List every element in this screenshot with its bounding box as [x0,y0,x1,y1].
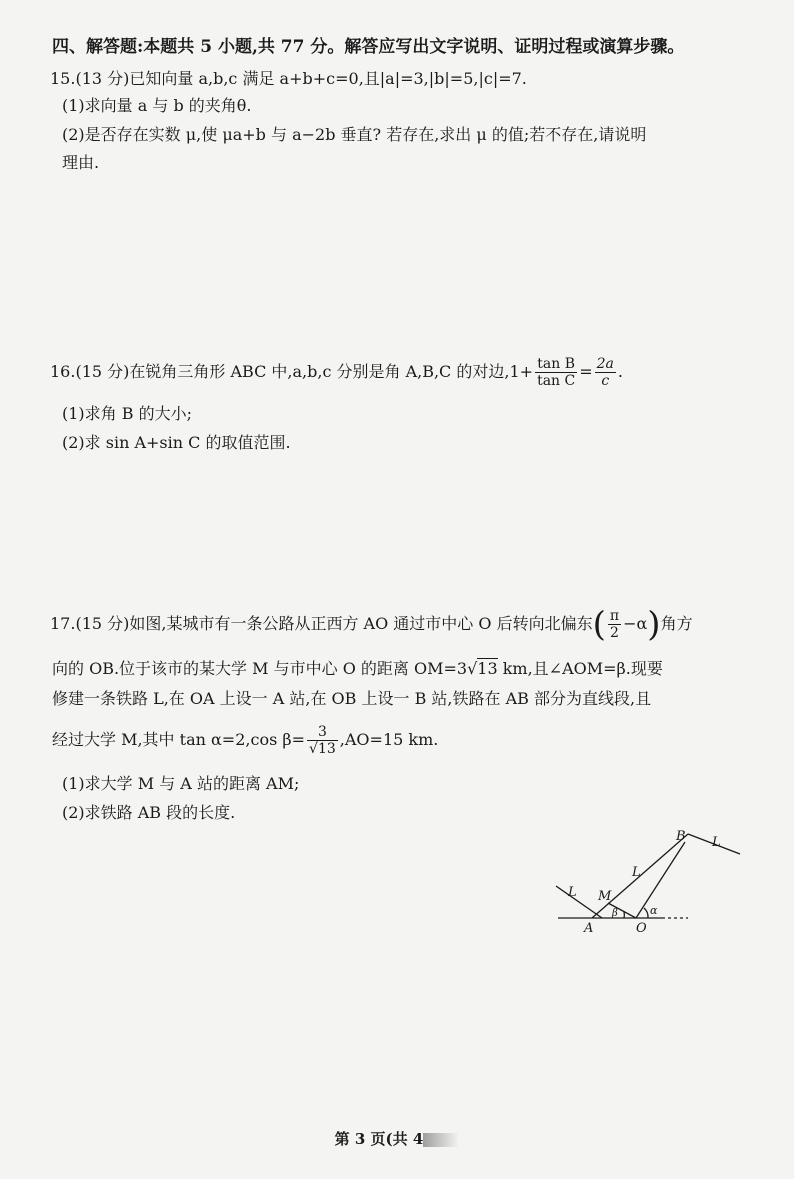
q16-frac-tan-den: tan C [537,373,576,389]
page-footer [0,1128,794,1149]
q17-cos-den: 13 [317,741,336,757]
q17-part2: (2)求铁路 AB 段的长度. [62,803,236,822]
q17-line2-post: km,且∠AOM=β.现要 [497,659,663,678]
angle-alpha-arc [644,908,648,918]
road-ob-line [636,842,685,918]
q16-frac-tan-num: tan B [535,356,577,373]
q17-line1-pre: 17.(15 分)如图,某城市有一条公路从正西方 AO 通过市中心 O 后转向北偏东 [50,614,593,633]
q16-frac-2a-num: 2a [596,356,614,372]
q16-part1: (1)求角 B 的大小; [62,404,192,423]
q17-angle-minus: −α [623,614,648,633]
q17-line2-pre: 向的 OB.位于该市的某大学 M 与市中心 O 的距离 OM=3 [52,659,468,678]
q17-cos-den-wrap [307,741,338,757]
q17-angle-num: π [609,608,620,624]
q16-stem-post: . [617,362,623,381]
q15-part1: (1)求向量 a 与 b 的夹角θ. [62,96,252,115]
q15-part2-line2: 理由. [62,153,100,172]
label-l-top: L [712,835,721,850]
q17-line2 [52,658,663,680]
q17-line4 [52,718,438,762]
q16-equals: = [579,362,593,381]
railway-l-left [556,886,602,918]
label-b: B [676,829,686,844]
q17-left-paren: ( [592,604,606,645]
q17-part1: (1)求大学 M 与 A 站的距离 AM; [62,774,300,793]
sqrt-symbol: √ [467,659,478,678]
q16-stem [50,352,623,392]
page-number: 第 3 页(共 4 [334,1130,424,1148]
label-a: A [584,921,594,936]
q15-stem: 15.(13 分)已知向量 a,b,c 满足 a+b+c=0,且|a|=3,|b|=5,|c|=7. [50,69,527,88]
q17-cos-frac [307,724,338,757]
q17-line1-post: 角方 [660,614,693,633]
smudge-mark [423,1133,459,1147]
label-l-mid: L [632,865,641,880]
q17-line4-post: ,AO=15 km. [339,730,439,749]
q16-part2: (2)求 sin A+sin C 的取值范围. [62,433,291,452]
q17-right-paren: ) [647,604,661,645]
label-alpha: α [650,904,658,917]
q17-cos-num: 3 [307,724,338,741]
q16-frac-c-den: c [601,373,610,389]
label-l-left: L [568,885,577,900]
geometry-diagram [540,826,750,936]
sqrt-symbol-small: √ [309,741,318,757]
q16-frac-2a-c [595,356,616,389]
q16-frac-tan [535,356,577,389]
q17-line2-root: 13 [477,659,498,678]
q17-line1 [50,604,693,644]
q17-line4-pre: 经过大学 M,其中 tan α=2,cos β= [52,730,306,749]
label-beta: β [612,908,618,919]
q17-line3: 修建一条铁路 L,在 OA 上设一 A 站,在 OB 上设一 B 站,铁路在 AB 部分为直线段,且 [52,689,652,708]
label-o: O [636,921,647,936]
q17-angle-den: 2 [610,625,619,641]
label-m: M [598,889,612,904]
q15-part2-line1: (2)是否存在实数 μ,使 μa+b 与 a−2b 垂直? 若存在,求出 μ 的值;若不存在,请说明 [62,125,647,144]
q17-angle-frac [608,608,621,641]
section-heading: 四、解答题:本题共 5 小题,共 77 分。解答应写出文字说明、证明过程或演算步骤。 [52,37,685,57]
q16-stem-pre: 16.(15 分)在锐角三角形 ABC 中,a,b,c 分别是角 A,B,C 的对边,1+ [50,362,534,381]
